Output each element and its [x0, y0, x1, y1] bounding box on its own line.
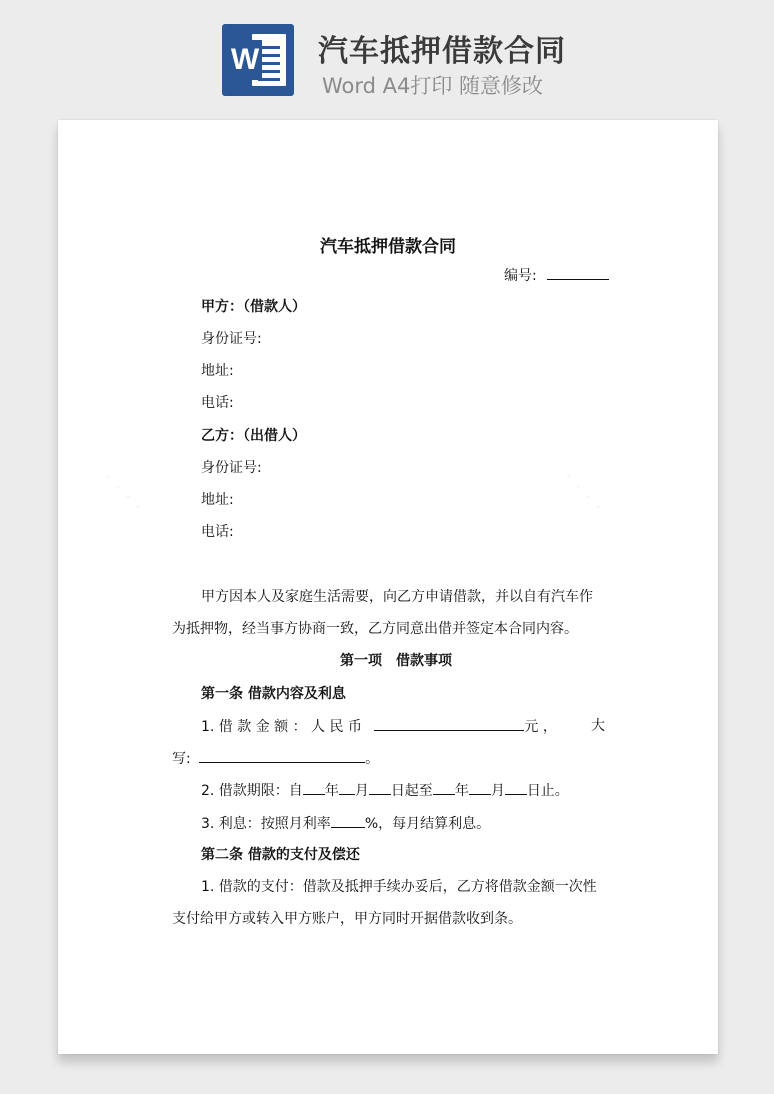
serial-blank[interactable]	[547, 265, 609, 280]
end-month-blank[interactable]	[469, 780, 491, 795]
payment-paragraph-line2: 支付给甲方或转入甲方账户，甲方同时开据借款收到条。	[172, 911, 522, 927]
intro-paragraph-line2: 为抵押物，经当事方协商一致，乙方同意出借并签定本合同内容。	[172, 621, 578, 637]
banner-subtitle: Word A4打印 随意修改	[322, 74, 544, 98]
loan-amount-blank[interactable]	[374, 716, 524, 731]
template-banner	[0, 0, 774, 110]
document-title: 汽车抵押借款合同	[320, 237, 456, 257]
banner-title: 汽车抵押借款合同	[318, 34, 566, 69]
interest-line	[201, 813, 490, 834]
party-a-id-label: 身份证号:	[201, 331, 262, 347]
period-mark: 。	[365, 751, 380, 767]
intro-paragraph-line1: 甲方因本人及家庭生活需要，向乙方申请借款，并以自有汽车作	[201, 589, 593, 605]
month-label: 月	[354, 783, 369, 799]
word-icon-letter: W	[228, 40, 262, 80]
capital-label: 大	[591, 718, 605, 734]
article1-heading: 第一条 借款内容及利息	[201, 686, 346, 702]
serial-number-row	[504, 265, 609, 286]
party-b-heading: 乙方：（出借人）	[201, 428, 306, 444]
payment-paragraph-line1: 1. 借款的支付：借款及抵押手续办妥后，乙方将借款金额一次性	[201, 879, 597, 895]
document-page	[58, 120, 718, 1054]
loan-amount-line2	[172, 748, 379, 769]
interest-rate-blank[interactable]	[331, 813, 365, 828]
start-year-blank[interactable]	[303, 780, 325, 795]
loan-amount-label: 1. 借 款 金 额 ： 人 民 币	[201, 719, 362, 735]
month-label: 月	[490, 783, 505, 799]
interest-label: 3. 利息：按照月利率	[201, 816, 331, 832]
end-day-blank[interactable]	[505, 780, 527, 795]
party-a-phone-label: 电话:	[201, 395, 234, 411]
capital-amount-blank[interactable]	[199, 748, 365, 763]
party-b-phone-label: 电话:	[201, 524, 234, 540]
interest-suffix: %，每月结算利息。	[364, 816, 491, 832]
year-label: 年	[454, 783, 469, 799]
serial-label: 编号:	[504, 268, 537, 284]
yuan-label: 元 ，	[524, 719, 557, 735]
watermark: · · · ·	[96, 466, 149, 519]
capital-write-label: 写:	[172, 751, 191, 767]
party-a-heading: 甲方：（借款人）	[201, 299, 306, 315]
party-b-address-label: 地址:	[201, 492, 234, 508]
party-b-id-label: 身份证号:	[201, 460, 262, 476]
year-label: 年	[324, 783, 339, 799]
loan-term-label: 2. 借款期限：自	[201, 783, 303, 799]
day-start-label: 日起至	[390, 783, 433, 799]
start-month-blank[interactable]	[339, 780, 355, 795]
article2-heading: 第二条 借款的支付及偿还	[201, 847, 360, 863]
section-heading: 第一项 借款事项	[340, 653, 452, 669]
loan-term-line	[201, 780, 569, 801]
party-a-address-label: 地址:	[201, 363, 234, 379]
loan-amount-line1	[201, 716, 557, 737]
end-year-blank[interactable]	[433, 780, 455, 795]
day-end-label: 日止。	[526, 783, 569, 799]
watermark: · · · ·	[556, 466, 609, 519]
start-day-blank[interactable]	[369, 780, 391, 795]
word-app-icon	[222, 24, 294, 96]
